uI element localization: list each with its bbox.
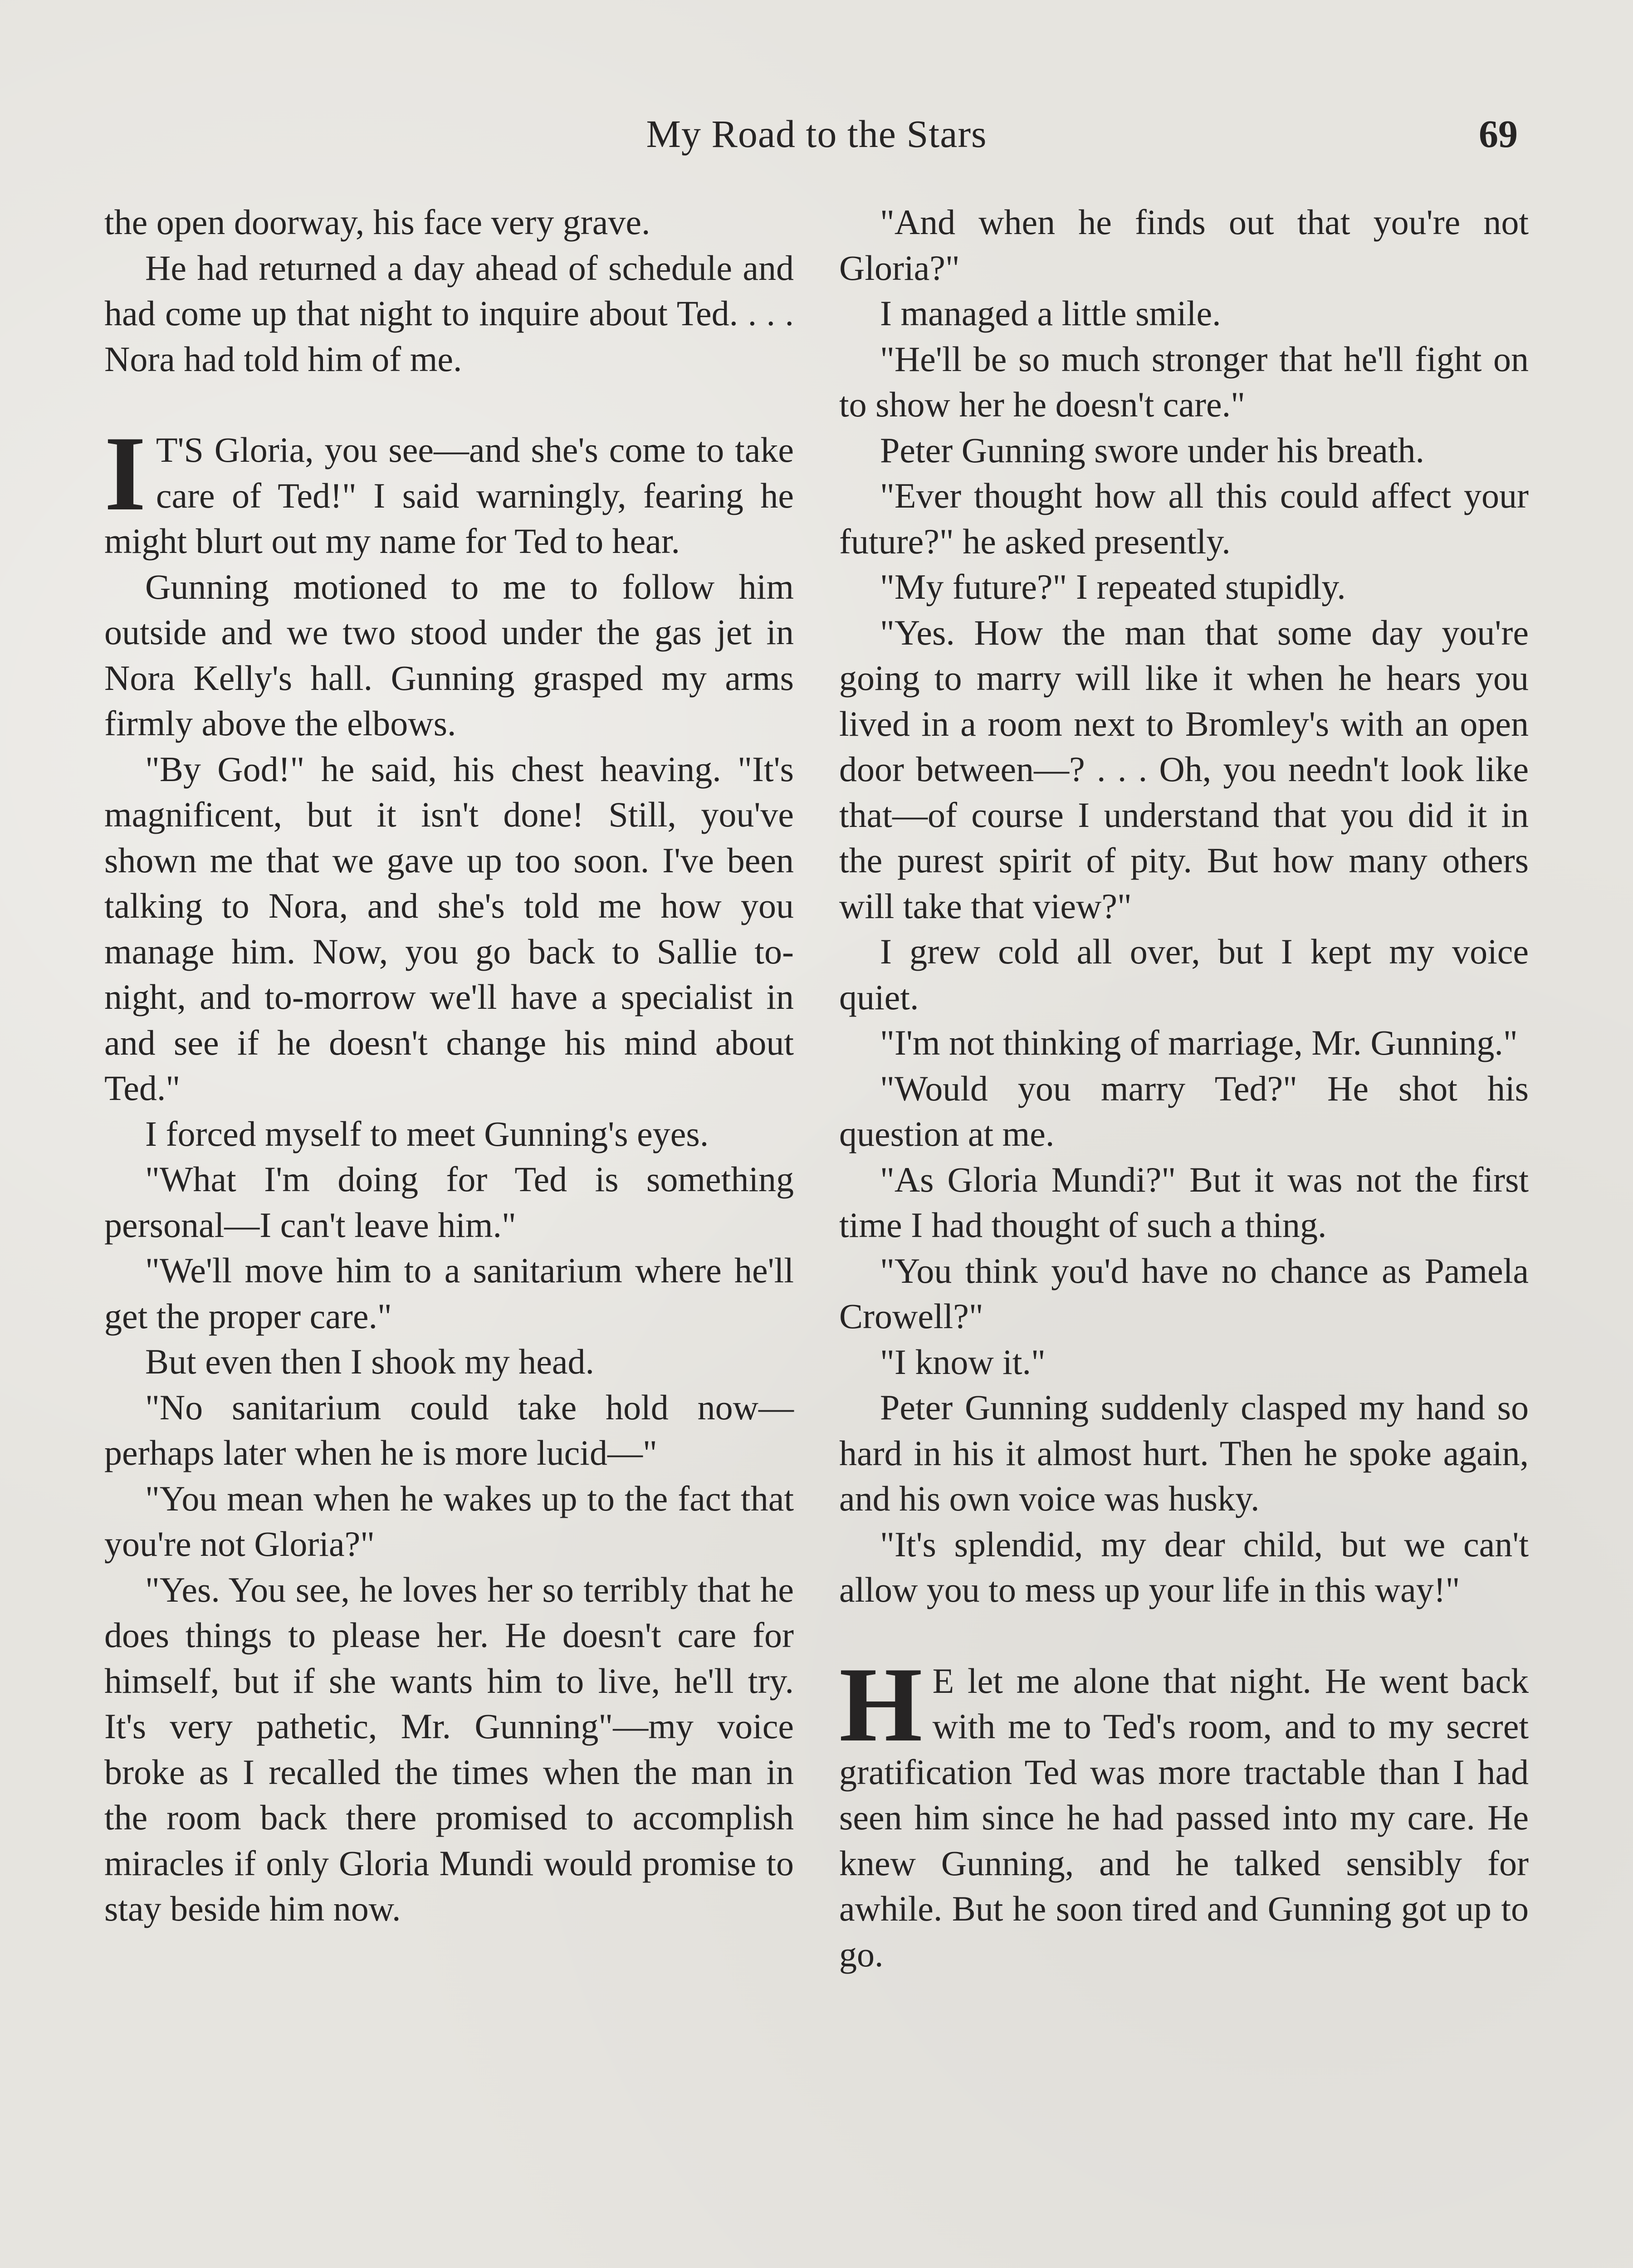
paragraph: "Ever thought how all this could affect your future?" he asked presently. (839, 476, 1529, 561)
paragraph: "By God!" he said, his chest heaving. "It's magnificent, but it isn't done! Still, you've shown me that we gave up too soon. I've been talking to Nora, and she's told me how you manage him. Now, you go back to Sallie to-night, and to-morrow we'll have a specialist in and see if he doesn't change his mind about Ted." (104, 749, 794, 1108)
paragraph: the open doorway, his face very grave. (104, 202, 650, 242)
paragraph: "He'll be so much stronger that he'll fight on to show her he doesn't care." (839, 339, 1529, 424)
page-number: 69 (1479, 112, 1518, 156)
paragraph: He had returned a day ahead of schedule and had come up that night to inquire about Ted. . . . Nora had told him of me. (104, 248, 794, 379)
paragraph: "Yes. You see, he loves her so terribly that he does things to please her. He doesn't care for himself, but if she wants him to live, he'll try. It's very pathetic, Mr. Gunning"—my voice broke as I recalled the times when the man in the room back there promised to accomplish miracles if only Gloria Mundi would promise to stay beside him now. (104, 1569, 794, 1928)
paragraph: I grew cold all over, but I kept my voice quiet. (839, 932, 1529, 1017)
paragraph: "I'm not thinking of marriage, Mr. Gunning." (880, 1023, 1518, 1062)
paragraph: "I know it." (880, 1342, 1046, 1382)
left-column (104, 200, 794, 1932)
paragraph: "What I'm doing for Ted is something personal—I can't leave him." (104, 1159, 794, 1245)
paragraph: "You mean when he wakes up to the fact that you're not Gloria?" (104, 1478, 794, 1564)
paragraph: "Yes. How the man that some day you're going to marry will like it when he hears you lived in a room next to Bromley's with an open door between—? . . . Oh, you needn't look like that—of course I understand that you did it in the purest spirit of pity. But how many others will take that view?" (839, 612, 1529, 926)
paragraph: Gunning motioned to me to follow him outside and we two stood under the gas jet in Nora Kelly's hall. Gunning grasped my arms firmly above the elbows. (104, 567, 794, 743)
running-title: My Road to the Stars (646, 112, 987, 156)
right-column (839, 200, 1529, 1977)
paragraph: "You think you'd have no chance as Pamela Crowell?" (839, 1251, 1529, 1336)
paragraph: "We'll move him to a sanitarium where he'll get the proper care." (104, 1251, 794, 1336)
paragraph: But even then I shook my head. (145, 1342, 594, 1381)
paragraph: "And when he finds out that you're not Gloria?" (839, 202, 1529, 288)
paragraph: I forced myself to meet Gunning's eyes. (145, 1114, 709, 1154)
paragraph: "Would you marry Ted?" He shot his question at me. (839, 1068, 1529, 1154)
paragraph: "As Gloria Mundi?" But it was not the first time I had thought of such a thing. (839, 1159, 1529, 1245)
section-opening-paragraph (104, 415, 794, 564)
section-opening-paragraph (839, 1645, 1529, 1978)
page-header (0, 111, 1633, 166)
paragraph: Peter Gunning swore under his breath. (880, 430, 1425, 470)
drop-cap: I (104, 415, 146, 533)
paragraph: Peter Gunning suddenly clasped my hand so hard in his it almost hurt. Then he spoke again, and his own voice was husky. (839, 1388, 1529, 1518)
paragraph: "No sanitarium could take hold now—perhaps later when he is more lucid—" (104, 1387, 794, 1472)
paragraph-text: T'S Gloria, you see—and she's come to take care of Ted!" I said warningly, fearing he might blurt out my name for Ted to hear. (104, 430, 794, 561)
paragraph: "It's splendid, my dear child, but we can't allow you to mess up your life in this way!" (839, 1524, 1529, 1609)
paragraph: I managed a little smile. (880, 293, 1221, 333)
drop-cap: H (839, 1645, 923, 1764)
paragraph-text: E let me alone that night. He went back with me to Ted's room, and to my secret gratification Ted was more tractable than I had seen him since he had passed into my care. He knew Gunning, and he talked sensibly for awhile. But he soon tired and Gunning got up to go. (839, 1661, 1529, 1974)
paragraph: "My future?" I repeated stupidly. (880, 567, 1346, 606)
